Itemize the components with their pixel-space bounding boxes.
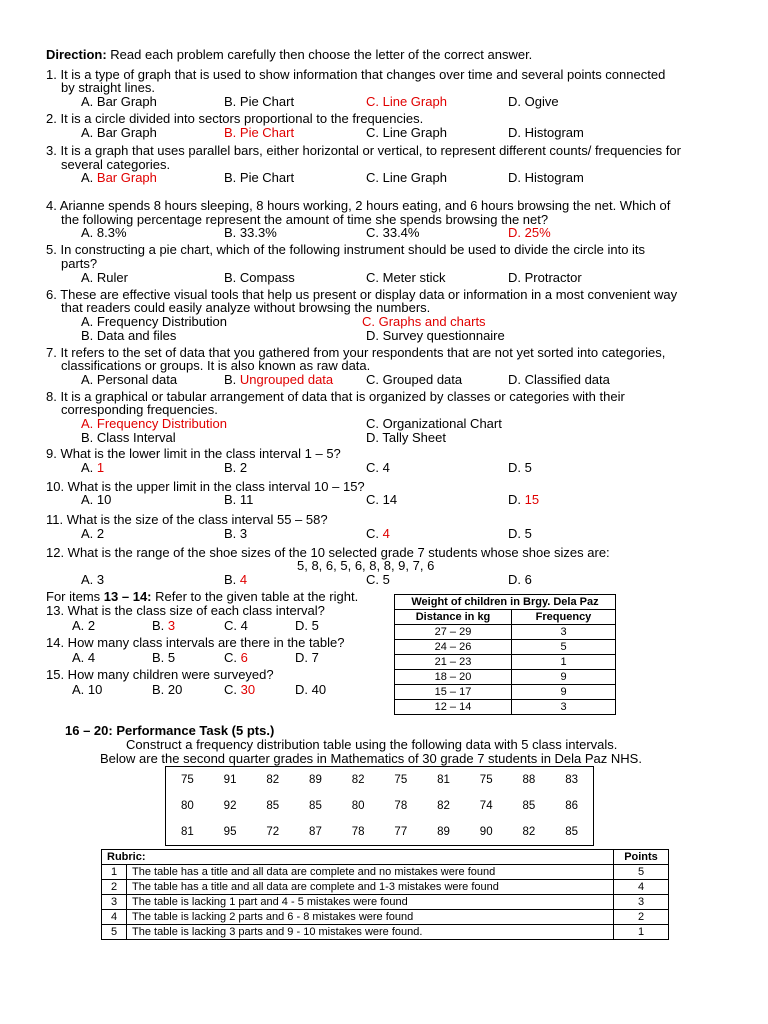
interval-cell: 12 – 14 [395, 700, 512, 715]
q12-option-b-text: 4 [239, 572, 248, 587]
q1-option-a: A. Bar Graph [81, 94, 157, 109]
points-header: Points [614, 850, 669, 865]
grade-cell: 80 [351, 800, 365, 812]
q5-text-2: parts? [61, 256, 98, 271]
q9-option-a-letter: A. [81, 460, 97, 475]
items-13-14-intro [46, 589, 358, 604]
frequency-cell: 9 [512, 670, 616, 685]
q13-option-b-letter: B. [152, 618, 168, 633]
q9-option-c: C. 4 [366, 460, 390, 475]
q10-option-b: B. 11 [224, 492, 254, 507]
q7-option-a: A. Personal data [81, 372, 178, 387]
q14-option-d: D. 7 [295, 650, 319, 665]
interval-cell: 18 – 20 [395, 670, 512, 685]
q14-text: 14. How many class intervals are there in the table? [46, 635, 345, 650]
rubric-number: 5 [102, 925, 127, 940]
q9-option-a [81, 460, 104, 475]
grade-cell: 85 [309, 800, 322, 812]
q7-text: 7. It refers to the set of data that you gathered from your respondents that are not yet sorted into categories, [46, 345, 666, 360]
q14-option-c-text: 6 [240, 650, 248, 665]
q3-text: 3. It is a graph that uses parallel bars, either horizontal or vertical, to represent different counts/ frequencies for [46, 143, 681, 158]
weight-table-header-distance: Distance in kg [395, 610, 512, 625]
q2-option-b: B. Pie Chart [224, 125, 295, 140]
q13-option-d: D. 5 [295, 618, 319, 633]
task-title: 16 – 20: Performance Task (5 pts.) [65, 723, 275, 738]
q10-option-d-letter: D. [508, 492, 525, 507]
q4-option-c: C. 33.4% [366, 225, 420, 240]
q10-option-c: C. 14 [366, 492, 398, 507]
q2-option-a: A. Bar Graph [81, 125, 157, 140]
table-row [395, 670, 616, 685]
q15-text: 15. How many children were surveyed? [46, 667, 274, 682]
q10-option-a: A. 10 [81, 492, 112, 507]
task-instruction: Construct a frequency distribution table using the following data with 5 class intervals. [126, 737, 618, 752]
q5-text: 5. In constructing a pie chart, which of the following instrument should be used to divide the circle into its [46, 242, 646, 257]
grade-cell: 87 [309, 826, 322, 838]
q10-text: 10. What is the upper limit in the class interval 10 – 15? [46, 479, 365, 494]
q4-text-2: the following percentage represent the amount of time she spends browsing the net? [61, 212, 549, 227]
q1-option-d: D. Ogive [508, 94, 559, 109]
table-row [166, 793, 594, 819]
grade-cell: 85 [565, 826, 579, 838]
grade-cell: 82 [266, 774, 280, 786]
q12-option-d: D. 6 [508, 572, 532, 587]
rubric-criteria: The table has a title and all data are complete and no mistakes were found [127, 865, 614, 880]
q4-option-b: B. 33.3% [224, 225, 277, 240]
q11-option-c-letter: C. [366, 526, 383, 541]
q9-option-d: D. 5 [508, 460, 532, 475]
frequency-cell: 5 [512, 640, 616, 655]
q5-option-c: C. Meter stick [366, 270, 446, 285]
q6-option-c: C. Graphs and charts [362, 314, 486, 329]
q9-option-b: B. 2 [224, 460, 248, 475]
q15-option-c-text: 30 [240, 682, 256, 697]
rubric-points: 4 [614, 880, 669, 895]
grade-cell: 82 [437, 800, 450, 812]
rubric-criteria: The table has a title and all data are complete and 1-3 mistakes were found [127, 880, 614, 895]
table-row [166, 767, 594, 794]
q13-text: 13. What is the class size of each class interval? [46, 603, 325, 618]
table-row [102, 910, 669, 925]
weight-table-title: Weight of children in Brgy. Dela Paz [395, 595, 616, 610]
q1-text: 1. It is a type of graph that is used to show information that changes over time and several points connected [46, 67, 666, 82]
q6-option-a: A. Frequency Distribution [81, 314, 227, 329]
q8-option-d: D. Tally Sheet [366, 430, 446, 445]
rubric-number: 2 [102, 880, 127, 895]
q2-text: 2. It is a circle divided into sectors proportional to the frequencies. [46, 111, 424, 126]
grade-cell: 75 [479, 774, 493, 786]
grade-cell: 86 [565, 800, 579, 812]
items-intro-post: Refer to the given table at the right. [151, 589, 359, 604]
frequency-cell: 3 [512, 625, 616, 640]
q12-option-c: C. 5 [366, 572, 390, 587]
frequency-cell: 3 [512, 700, 616, 715]
q13-option-b-text: 3 [167, 618, 176, 633]
q11-option-a: A. 2 [81, 526, 105, 541]
rubric-table [101, 849, 669, 940]
rubric-points: 2 [614, 910, 669, 925]
q9-option-a-text: 1 [96, 460, 105, 475]
q6-text-2: that readers could easily analyze without browsing the numbers. [61, 300, 431, 315]
q7-option-b-text: Ungrouped data [239, 372, 334, 387]
q13-option-a: A. 2 [72, 618, 96, 633]
q7-text-2: classifications or groups. It is also known as raw data. [61, 358, 371, 373]
q15-option-c [224, 682, 255, 697]
q7-option-b-letter: B. [224, 372, 240, 387]
rubric-criteria: The table is lacking 2 parts and 6 - 8 mistakes were found [127, 910, 614, 925]
q4-text: 4. Arianne spends 8 hours sleeping, 8 hours working, 2 hours eating, and 6 hours browsing the net. Which of [46, 198, 671, 213]
q8-option-b: B. Class Interval [81, 430, 176, 445]
grade-cell: 95 [223, 826, 237, 838]
table-row [102, 925, 669, 940]
q4-option-d: D. 25% [508, 225, 551, 240]
grade-cell: 75 [394, 774, 408, 786]
q10-option-d [508, 492, 539, 507]
grade-cell: 81 [180, 826, 194, 838]
grade-cell: 91 [223, 774, 237, 786]
q12-shoe-sizes: 5, 8, 6, 5, 6, 8, 8, 9, 7, 6 [297, 558, 435, 573]
q11-option-c [366, 526, 390, 541]
q12-option-b-letter: B. [224, 572, 240, 587]
grade-cell: 78 [394, 800, 408, 812]
q10-option-d-text: 15 [524, 492, 540, 507]
q12-text: 12. What is the range of the shoe sizes of the 10 selected grade 7 students whose shoe sizes are: [46, 545, 610, 560]
table-row [395, 625, 616, 640]
q1-option-b: B. Pie Chart [224, 94, 295, 109]
q15-option-d: D. 40 [295, 682, 327, 697]
rubric-number: 4 [102, 910, 127, 925]
q3-option-d: D. Histogram [508, 170, 584, 185]
rubric-points: 1 [614, 925, 669, 940]
q13-option-b [152, 618, 175, 633]
q12-option-a: A. 3 [81, 572, 105, 587]
grades-table [165, 766, 594, 846]
interval-cell: 27 – 29 [395, 625, 512, 640]
q2-option-c: C. Line Graph [366, 125, 447, 140]
q2-option-d: D. Histogram [508, 125, 584, 140]
items-intro-bold: 13 – 14: [103, 589, 152, 604]
q11-text: 11. What is the size of the class interval 55 – 58? [46, 512, 328, 527]
interval-cell: 24 – 26 [395, 640, 512, 655]
grade-cell: 90 [479, 826, 493, 838]
grade-cell: 85 [522, 800, 536, 812]
frequency-cell: 1 [512, 655, 616, 670]
grade-cell: 89 [437, 826, 450, 838]
table-row [395, 700, 616, 715]
direction-text: Read each problem carefully then choose the letter of the correct answer. [106, 47, 533, 62]
q7-option-d: D. Classified data [508, 372, 610, 387]
table-row [395, 685, 616, 700]
interval-cell: 21 – 23 [395, 655, 512, 670]
q5-option-b: B. Compass [224, 270, 295, 285]
q13-option-c: C. 4 [224, 618, 248, 633]
direction [46, 47, 532, 62]
grade-cell: 82 [351, 774, 365, 786]
grade-cell: 88 [522, 774, 536, 786]
grade-cell: 74 [479, 800, 493, 812]
q1-text-2: by straight lines. [61, 80, 155, 95]
table-row [102, 895, 669, 910]
q6-option-b: B. Data and files [81, 328, 177, 343]
q14-option-c [224, 650, 248, 665]
rubric-criteria: The table is lacking 3 parts and 9 - 10 mistakes were found. [127, 925, 614, 940]
table-row [395, 655, 616, 670]
grade-cell: 89 [309, 774, 322, 786]
grade-cell: 78 [351, 826, 365, 838]
q3-option-c: C. Line Graph [366, 170, 447, 185]
direction-label: Direction: [46, 47, 107, 62]
q6-option-d: D. Survey questionnaire [366, 328, 505, 343]
q11-option-c-text: 4 [382, 526, 390, 541]
q14-option-c-letter: C. [224, 650, 241, 665]
q7-option-c: C. Grouped data [366, 372, 463, 387]
frequency-cell: 9 [512, 685, 616, 700]
q15-option-b: B. 20 [152, 682, 183, 697]
grade-cell: 83 [565, 774, 579, 786]
q11-option-d: D. 5 [508, 526, 532, 541]
interval-cell: 15 – 17 [395, 685, 512, 700]
table-row [102, 865, 669, 880]
table-row [102, 880, 669, 895]
weight-table-header-frequency: Frequency [512, 610, 616, 625]
q4-option-a: A. 8.3% [81, 225, 127, 240]
q8-option-c: C. Organizational Chart [366, 416, 502, 431]
rubric-number: 1 [102, 865, 127, 880]
q14-option-a: A. 4 [72, 650, 96, 665]
grade-cell: 92 [223, 800, 237, 812]
task-description: Below are the second quarter grades in Mathematics of 30 grade 7 students in Dela Paz NHS. [100, 751, 642, 766]
items-intro-pre: For items [46, 589, 104, 604]
q6-text: 6. These are effective visual tools that help us present or display data or information in a most convenient way [46, 287, 678, 302]
q7-option-b [224, 372, 333, 387]
q5-option-d: D. Protractor [508, 270, 582, 285]
q3-text-2: several categories. [61, 157, 171, 172]
grade-cell: 77 [394, 826, 408, 838]
q15-option-c-letter: C. [224, 682, 241, 697]
rubric-points: 5 [614, 865, 669, 880]
weight-table [394, 594, 616, 715]
table-row [395, 640, 616, 655]
q3-option-a-letter: A. [81, 170, 97, 185]
q3-option-b: B. Pie Chart [224, 170, 295, 185]
q8-option-a: A. Frequency Distribution [81, 416, 227, 431]
rubric-number: 3 [102, 895, 127, 910]
rubric-points: 3 [614, 895, 669, 910]
grade-cell: 82 [522, 826, 536, 838]
grade-cell: 80 [180, 800, 194, 812]
q8-text: 8. It is a graphical or tabular arrangement of data that is organized by classes or categories with their [46, 389, 625, 404]
q5-option-a: A. Ruler [81, 270, 128, 285]
q8-text-2: corresponding frequencies. [61, 402, 218, 417]
q3-option-a [81, 170, 157, 185]
q12-option-b [224, 572, 247, 587]
rubric-criteria: The table is lacking 1 part and 4 - 5 mistakes were found [127, 895, 614, 910]
q14-option-b: B. 5 [152, 650, 176, 665]
grade-cell: 75 [180, 774, 194, 786]
grade-cell: 72 [266, 826, 280, 838]
rubric-header: Rubric: [102, 850, 614, 865]
q15-option-a: A. 10 [72, 682, 103, 697]
grade-cell: 81 [437, 774, 450, 786]
q3-option-a-text: Bar Graph [96, 170, 157, 185]
table-row [166, 819, 594, 846]
q9-text: 9. What is the lower limit in the class interval 1 – 5? [46, 446, 341, 461]
grade-cell: 85 [266, 800, 280, 812]
q11-option-b: B. 3 [224, 526, 248, 541]
q1-option-c: C. Line Graph [366, 94, 447, 109]
